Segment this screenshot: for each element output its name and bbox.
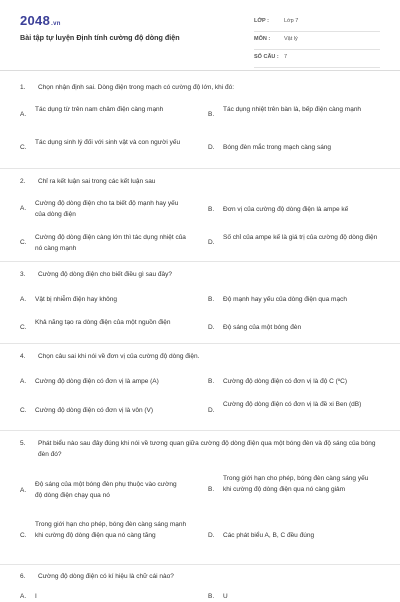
meta-row-count: [254, 52, 380, 68]
option-letter: C.: [20, 324, 27, 331]
option-text: Tác dụng từ trên nam châm điện càng mạnh: [35, 106, 164, 113]
option-letter: B.: [208, 593, 215, 600]
meta-label-class: LỚP :: [254, 18, 269, 24]
option-letter: A.: [20, 593, 27, 600]
question-number: 6.: [20, 573, 26, 580]
page-header: [0, 0, 400, 62]
option-text: Trong giới hạn cho phép, bóng đèn càng sáng yếu khi cường độ dòng điện qua nó càng giảm: [223, 475, 369, 493]
option-letter: A.: [20, 205, 27, 212]
meta-row-subject: [254, 34, 380, 50]
meta-value-subject: Vật lý: [284, 36, 298, 42]
question-4: [20, 351, 380, 414]
question-text: Chỉ ra kết luận sai trong các kết luận sau: [38, 178, 156, 185]
question-1: [20, 82, 380, 151]
question-number: 2.: [20, 178, 26, 185]
question-text: Cường độ dòng điện có kí hiệu là chữ cái nào?: [38, 573, 174, 580]
meta-label-subject: MÔN :: [254, 36, 271, 42]
option-letter: B.: [208, 378, 215, 385]
option-letter: D.: [208, 532, 215, 539]
header-divider: [0, 70, 400, 71]
option-text: Độ sáng của một bóng đèn phụ thuộc vào cường độ dòng điện chạy qua nó: [35, 481, 177, 499]
question-divider: [0, 564, 400, 565]
meta-value-class: Lớp 7: [284, 18, 299, 24]
option-text: Cường độ dòng điện có đơn vị là ampe (A): [35, 378, 159, 385]
question-5: [20, 438, 380, 539]
logo-suffix: .vn: [51, 21, 61, 27]
question-stem: [20, 571, 380, 582]
option-text: Cường độ dòng điện có đơn vị là độ C (ºC): [223, 378, 348, 385]
option-text: U: [223, 593, 228, 600]
option-text: Đơn vị của cường độ dòng điện là ampe kế: [223, 206, 349, 213]
question-number: 5.: [20, 440, 26, 447]
question-stem: [20, 176, 380, 187]
option-letter: A.: [20, 487, 27, 494]
question-6: [20, 571, 380, 600]
option-text: Bóng đèn mắc trong mạch càng sáng: [223, 144, 332, 151]
question-divider: [0, 168, 400, 169]
question-3: [20, 269, 380, 331]
question-number: 1.: [20, 84, 26, 91]
page-title: Bài tập tự luyện Định tính cường độ dòng điện: [20, 33, 180, 42]
option-text: Cường độ dòng điện có đơn vị là đề xi Ben (dB): [223, 401, 362, 408]
question-text: Cường độ dòng điện cho biết điều gì sau đây?: [38, 271, 173, 278]
option-letter: D.: [208, 407, 215, 414]
option-letter: C.: [20, 239, 27, 246]
option-text: I: [35, 593, 37, 600]
question-divider: [0, 343, 400, 344]
option-text: Các phát biểu A, B, C đều đúng: [223, 532, 315, 539]
option-letter: A.: [20, 296, 27, 303]
question-divider: [0, 430, 400, 431]
option-letter: C.: [20, 532, 27, 539]
option-letter: B.: [208, 486, 215, 493]
question-number: 3.: [20, 271, 26, 278]
logo-text: 2048: [20, 13, 51, 28]
question-divider: [0, 261, 400, 262]
option-letter: D.: [208, 324, 215, 331]
option-letter: A.: [20, 111, 27, 118]
question-text: Chọn câu sai khi nói về đơn vị của cường độ dòng điện.: [38, 353, 200, 360]
option-letter: B.: [208, 296, 215, 303]
site-logo[interactable]: [20, 13, 61, 28]
option-letter: B.: [208, 206, 215, 213]
meta-value-count: 7: [284, 54, 288, 60]
option-text: Độ mạnh hay yếu của dòng điện qua mạch: [223, 296, 347, 303]
question-stem: [20, 269, 380, 280]
option-letter: C.: [20, 407, 27, 414]
option-letter: C.: [20, 144, 27, 151]
question-text: Phát biểu nào sau đây đúng khi nói về tương quan giữa cường độ dòng điện qua một bóng đèn và độ sáng của bóng đèn đó?: [38, 440, 376, 458]
option-text: Cường độ dòng điện có đơn vị là vôn (V): [35, 407, 154, 414]
meta-label-count: SỐ CÂU :: [254, 54, 279, 60]
option-text: Tác dụng sinh lý đối với sinh vật và con người yếu: [35, 139, 181, 146]
option-letter: D.: [208, 239, 215, 246]
option-text: Vật bị nhiễm điện hay không: [35, 296, 118, 303]
option-text: Số chỉ của ampe kế là giá trị của cường độ dòng điện: [223, 234, 378, 241]
option-letter: D.: [208, 144, 215, 151]
question-stem: [20, 351, 380, 362]
worksheet-meta: [254, 16, 380, 70]
meta-row-class: [254, 16, 380, 32]
option-text: Khả năng tạo ra dòng điện của một nguồn điện: [35, 319, 171, 326]
question-text: Chọn nhận định sai. Dòng điện trong mạch có cường độ lớn, khi đó:: [38, 84, 235, 91]
option-letter: B.: [208, 111, 215, 118]
option-text: Trong giới hạn cho phép, bóng đèn càng sáng mạnh khi cường độ dòng điện qua nó càng tăng: [35, 521, 187, 539]
option-text: Tác dụng nhiệt trên bàn là, bếp điện càng mạnh: [223, 106, 362, 113]
question-number: 4.: [20, 353, 26, 360]
option-text: Độ sáng của một bóng đèn: [223, 324, 302, 331]
question-stem: [20, 438, 380, 460]
option-text: Cường độ dòng điện cho ta biết độ mạnh hay yếu của dòng điện: [35, 200, 179, 218]
option-letter: A.: [20, 378, 27, 385]
question-2: [20, 176, 380, 252]
option-text: Cường độ dòng điện càng lớn thì tác dụng nhiệt của nó càng mạnh: [35, 234, 186, 252]
question-stem: [20, 82, 380, 93]
